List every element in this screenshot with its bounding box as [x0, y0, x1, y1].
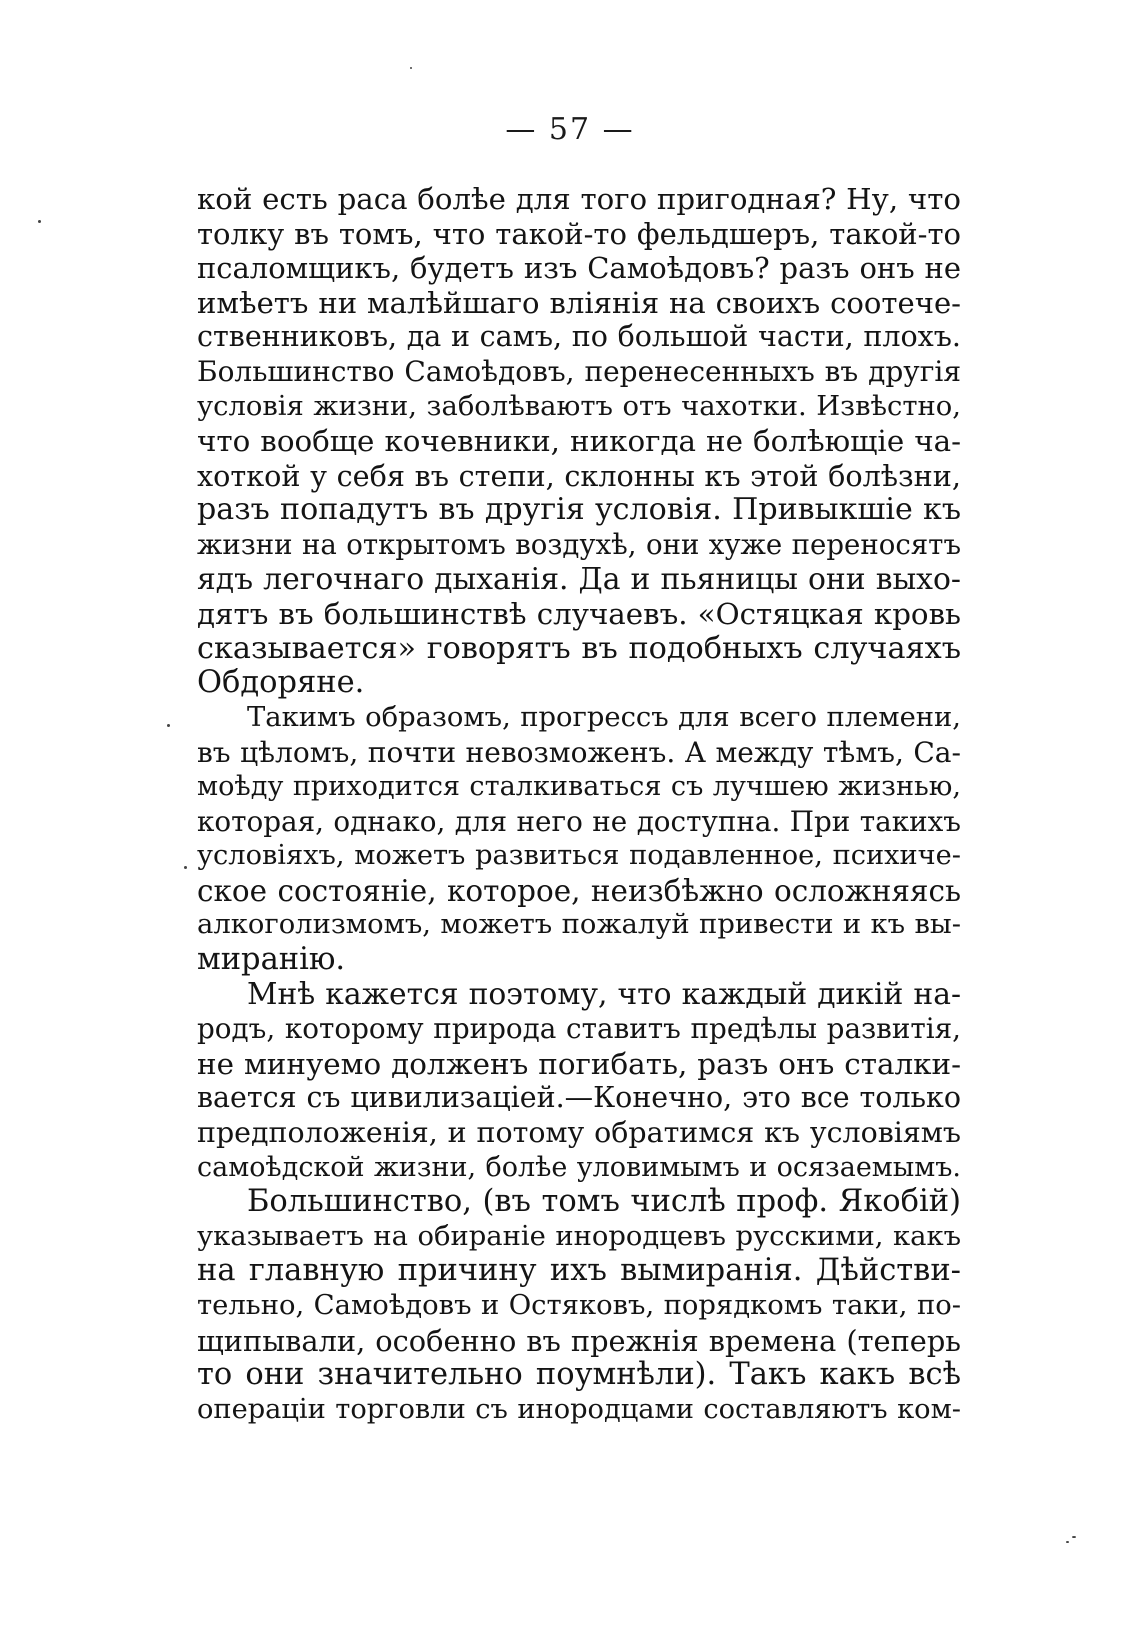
text-line: Обдоряне.	[197, 666, 365, 701]
text-line: въ цѣломъ, почти невозможенъ. А между тѣмъ, Са-	[197, 735, 961, 769]
text-line: моѣду приходится сталкиваться съ лучшею жизнью,	[197, 771, 961, 803]
text-line: вается съ цивилизаціей.—Конечно, это все только	[197, 1081, 961, 1115]
text-line: указываетъ на обираніе инородцевъ русскими, какъ	[197, 1220, 961, 1252]
text-line: хоткой у себя въ степи, склонны къ этой болѣзни,	[197, 458, 961, 493]
text-line: операціи торговли съ инородцами составляютъ ком-	[197, 1393, 961, 1425]
text-line: псаломщикъ, будетъ изъ Самоѣдовъ? разъ онъ не	[197, 251, 961, 286]
print-speck	[1066, 1541, 1069, 1543]
text-line: ядъ легочнаго дыханія. Да и пьяницы они выхо-	[197, 562, 961, 597]
text-line: ское состояніе, которое, неизбѣжно осложняясь	[197, 873, 961, 908]
print-speck	[167, 724, 170, 727]
text-line: дятъ въ большинствѣ случаевъ. «Остяцкая кровь	[197, 597, 961, 632]
text-line: не минуемо долженъ погибать, разъ онъ сталки-	[197, 1046, 961, 1081]
text-line: родъ, которому природа ставитъ предѣлы развитія,	[197, 1012, 961, 1046]
text-line: Такимъ образомъ, прогрессъ для всего племени,	[247, 701, 961, 733]
text-line: самоѣдской жизни, болѣе уловимымъ и осязаемымъ.	[197, 1151, 961, 1183]
text-line: то они значительно поумнѣли). Такъ какъ всѣ	[197, 1358, 961, 1393]
text-line: миранію.	[197, 943, 346, 978]
text-line: Большинство, (въ томъ числѣ проф. Якобій)	[247, 1185, 961, 1220]
print-speck	[184, 866, 187, 869]
text-line: Большинство Самоѣдовъ, перенесенныхъ въ другія	[197, 354, 961, 388]
print-speck	[1072, 1536, 1076, 1538]
print-speck	[38, 220, 41, 223]
text-line: условія жизни, заболѣваютъ отъ чахотки. Извѣстно,	[197, 390, 961, 422]
body-text	[197, 182, 961, 1427]
text-line: щипывали, особенно въ прежнія времена (теперь	[197, 1323, 961, 1358]
text-line: предположенія, и потому обратимся къ условіямъ	[197, 1116, 961, 1150]
text-line: алкоголизмомъ, можетъ пожалуй привести и къ вы-	[197, 909, 961, 941]
text-line: имѣетъ ни малѣйшаго вліянія на своихъ соотече-	[197, 285, 961, 320]
text-line: ственниковъ, да и самъ, по большой части, плохъ.	[197, 320, 961, 354]
text-line: которая, однако, для него не доступна. При такихъ	[197, 804, 961, 838]
text-line: сказывается» говорятъ въ подобныхъ случаяхъ	[197, 631, 961, 666]
text-line: разъ попадутъ въ другія условія. Привыкшіе къ	[197, 493, 961, 528]
page-number: — 57 —	[505, 112, 635, 147]
text-line: на главную причину ихъ вымиранія. Дѣйстви-	[197, 1254, 961, 1289]
print-speck	[410, 67, 412, 69]
text-line: жизни на открытомъ воздухѣ, они хуже переносятъ	[197, 527, 961, 561]
text-line: условіяхъ, можетъ развиться подавленное, психиче-	[197, 840, 961, 872]
text-line: толку въ томъ, что такой-то фельдшеръ, такой-то	[197, 216, 961, 251]
text-line: тельно, Самоѣдовъ и Остяковъ, порядкомъ таки, по-	[197, 1290, 961, 1321]
text-line: кой есть раса болѣе для того пригодная? Ну, что	[197, 182, 961, 216]
text-line: Мнѣ кажется поэтому, что каждый дикій на-	[247, 977, 961, 1012]
text-line: что вообще кочевники, никогда не болѣющіе ча-	[197, 424, 961, 459]
